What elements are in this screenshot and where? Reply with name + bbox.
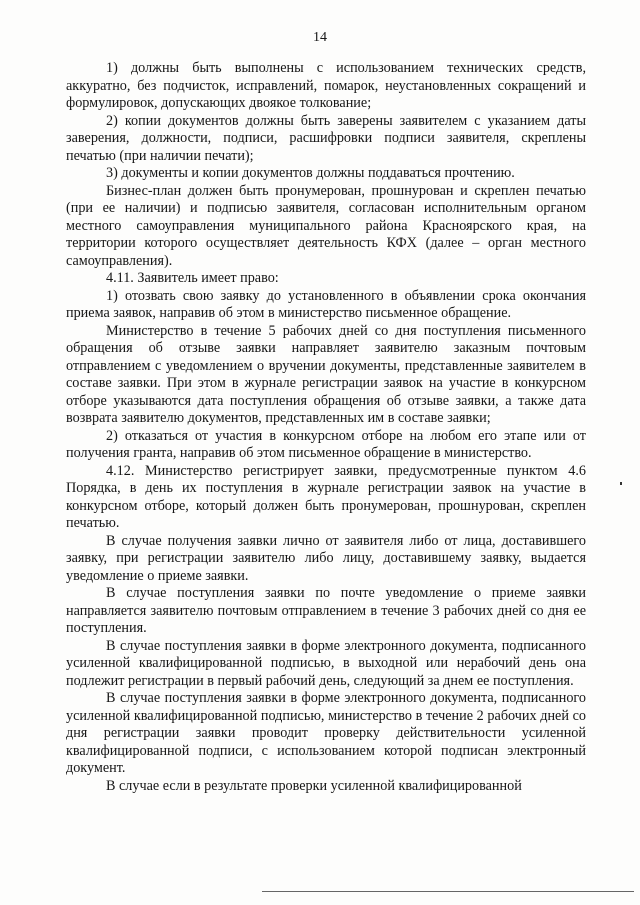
- paragraph: 2) копии документов должны быть заверены заявителем с указанием даты заверения, должности, подписи, расшифровки подписи заявителя, скреплены печатью (при наличии печати);: [66, 112, 586, 164]
- paragraph: Министерство в течение 5 рабочих дней со дня поступления письменного обращения об отзыве заявки направляет заявителю заказным почтовым отправлением с уведомлением о вручении документы, представленные заявителем в составе заявки. При этом в журнале регистрации заявок на участие в конкурсном отборе указываются дата поступления обращения об отзыве заявки, а также дата возврата заявителю документов, представленных им в составе заявки;: [66, 322, 586, 426]
- paragraph: Бизнес-план должен быть пронумерован, прошнурован и скреплен печатью (при ее наличии) и подписью заявителя, согласован исполнительным органом местного самоуправления муниципального района Красноярского края, на территории которого осуществляет деятельность КФХ (далее – орган местного самоуправления).: [66, 182, 586, 269]
- paragraph: В случае поступления заявки в форме электронного документа, подписанного усиленной квалифицированной подписью, министерство в течение 2 рабочих дней со дня регистрации заявки проводит проверку действительности усиленной квалифицированной подписи, с использованием которой подписан электронный документ.: [66, 690, 586, 776]
- paragraph: 2) отказаться от участия в конкурсном отборе на любом его этапе или от получения гранта, направив об этом письменное обращение в министерство.: [66, 427, 586, 461]
- paragraph: 3) документы и копии документов должны поддаваться прочтению.: [106, 165, 515, 181]
- paragraph: В случае поступления заявки по почте уведомление о приеме заявки направляется заявителю почтовым отправлением в течение 3 рабочих дней со дня ее поступления.: [66, 585, 586, 636]
- paragraph: В случае если в результате проверки усиленной квалифицированной: [106, 777, 522, 794]
- paragraph: В случае поступления заявки в форме электронного документа, подписанного усиленной квалифицированной подписью, в выходной или нерабочий день она подлежит регистрации в первый рабочий день, следующий за днем ее поступления.: [66, 637, 586, 689]
- scan-artifact: [620, 482, 622, 485]
- section-heading: 4.11. Заявитель имеет право:: [106, 270, 279, 286]
- paragraph: 1) должны быть выполнены с использованием технических средств, аккуратно, без подчисток, исправлений, помарок, неустановленных сокращений и формулировок, допускающих двоякое толкование;: [66, 60, 586, 111]
- paragraph: 1) отозвать свою заявку до установленного в объявлении срока окончания приема заявок, направив об этом в министерство письменное обращение.: [66, 287, 586, 321]
- page-number: 14: [313, 30, 327, 45]
- page-edge-line: [262, 891, 634, 892]
- document-body: [66, 60, 586, 795]
- paragraph: В случае получения заявки лично от заявителя либо от лица, доставившего заявку, при регистрации заявителю либо лицу, доставившему заявку, выдается уведомление о приеме заявки.: [66, 532, 586, 584]
- paragraph: 4.12. Министерство регистрирует заявки, предусмотренные пунктом 4.6 Порядка, в день их поступления в журнале регистрации заявок на участие в конкурсном отборе, который должен быть пронумерован, прошнурован, скреплен печатью.: [66, 462, 586, 531]
